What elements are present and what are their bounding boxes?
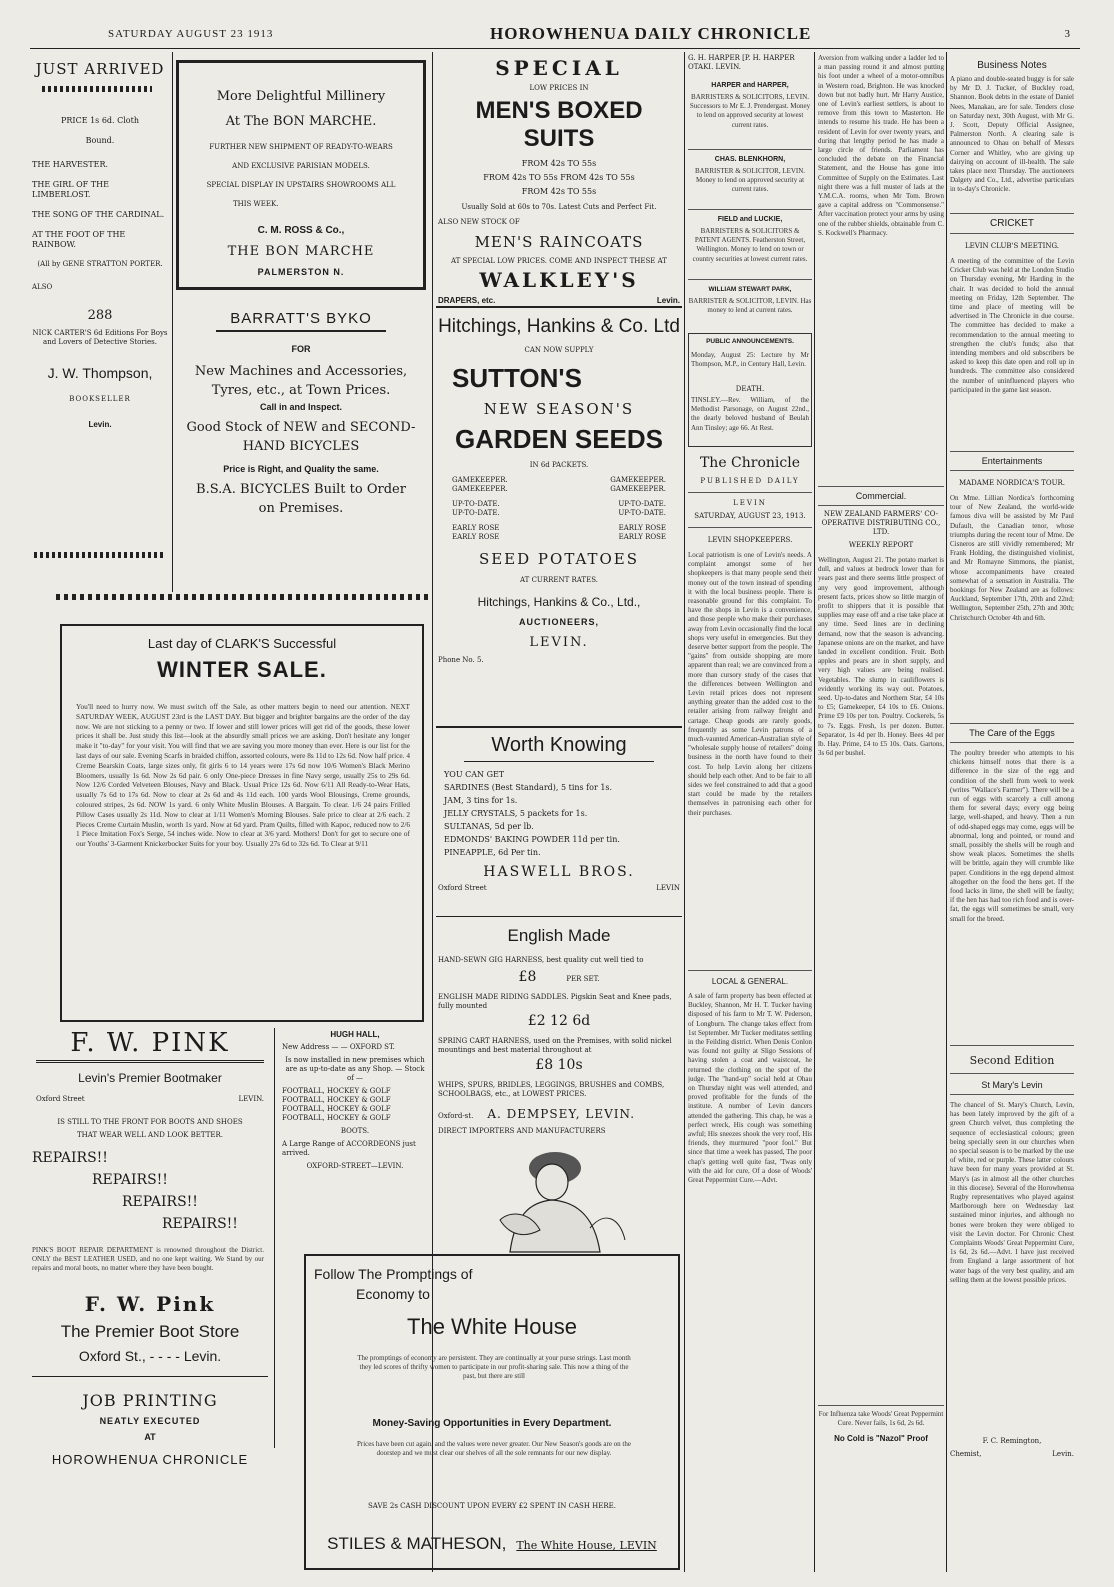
bon-shop: THE BON MARCHE [227, 244, 375, 259]
news-column [818, 54, 944, 1443]
bon-line: SPECIAL DISPLAY IN UPSTAIRS SHOWROOMS ALL [206, 181, 396, 189]
comm-farm: NEW ZEALAND FARMERS' CO-OPERATIVE DISTRIBUTING CO., LTD. [821, 510, 941, 536]
local-head: LOCAL & GENERAL. [711, 977, 789, 986]
white-big: The White House [407, 1314, 577, 1339]
english-made-ad [438, 922, 680, 1137]
barratt-line: HAND BICYCLES [242, 439, 360, 454]
worth-firm: HASWELL BROS. [483, 864, 635, 880]
white-body2: Prices have been cut again, and the values were never greater. Our New Season's goods are on the doorstep and we must clear our shelves of all the sole remnants for our new display. [357, 1440, 631, 1458]
hall-item: FOOTBALL, HOCKEY & GOLF [282, 1096, 391, 1104]
wavy-rule [42, 86, 152, 92]
section-rule [436, 916, 682, 917]
job-line: HOROWHENUA CHRONICLE [51, 1452, 249, 1467]
hall-item: FOOTBALL, HOCKEY & GOLF [282, 1114, 391, 1122]
hitch-town: LEVIN. [529, 635, 589, 650]
walkley-ad [438, 56, 680, 346]
col-divider [946, 52, 947, 1572]
seed-variety: EARLY ROSE [618, 533, 666, 541]
worth-item: EDMONDS' BAKING POWDER 11d per tin. [444, 835, 620, 844]
repairs-3: REPAIRS!! [122, 1194, 198, 1210]
seed-variety: EARLY ROSE [452, 533, 500, 541]
seed-variety: GAMEKEEPER. [610, 485, 666, 493]
barratt-line: Good Stock of NEW and SECOND- [186, 420, 416, 435]
book-title: AT THE FOOT OF THE RAINBOW. [32, 230, 126, 249]
ent-nordica: MADAME NORDICA'S TOUR. [958, 479, 1066, 487]
seller-role: BOOKSELLER [69, 395, 131, 403]
hitch-auc: AUCTIONEERS, [518, 617, 599, 627]
seed-variety: UP-TO-DATE. [452, 509, 500, 517]
col4-body: Aversion from walking under a ladder led to a man passing round it and almost putting his foot under a wheel of a motor-omnibus in Western road, Brighton. He was knocked down but not badly hurt. Mr Harry Austice, one of Levin's earliest settlers, is about to remove from this town to Masterton. He intends to resume his trade. He has been a resident of Levin for over twenty years, and during that lengthy period he has made a large circle of friends. Parliament has concluded the debate on the Financial Statement, and the House has gone into Committee of Supply on the Estimates. Last night there was a full muster of lads at the Y.M.C.A. rooms, when Mr Tom. Brown gave a capital address on "Commonsense." After vaccination protect your arms by using one of the rubber shields, obtainable from C. S. Kockwell's Pharmacy. [818, 54, 944, 237]
hitch-rates: AT CURRENT RATES. [520, 576, 598, 584]
bon-town: PALMERSTON N. [257, 267, 345, 277]
barratt-title: BARRATT'S BYKO [230, 310, 372, 327]
harper-top: G. H. HARPER [P. H. HARPER OTAKI. LEVIN. [688, 54, 795, 71]
pink-addr: Oxford St., - - - - Levin. [78, 1348, 222, 1364]
header-date: SATURDAY AUGUST 23 1913 [108, 28, 274, 40]
influenza-ad: For Influenza take Woods' Great Peppermint Cure. Never fails, 1s 6d, 2s 6d. [818, 1410, 944, 1428]
death-head: DEATH. [735, 385, 765, 393]
repairs-2: REPAIRS!! [92, 1172, 168, 1188]
worth-item: JAM, 3 tins for 1s. [444, 796, 518, 805]
pink-tag: Levin's Premier Bootmaker [78, 1071, 222, 1085]
barratt-line: New Machines and Accessories, [194, 364, 408, 379]
hitch-seeds: GARDEN SEEDS [454, 424, 664, 454]
clark-sale-ad [60, 624, 424, 1022]
barratt-line: on Premises. [258, 501, 344, 516]
harper-body: BARRISTERS & SOLICITORS, LEVIN. Successors to Mr E. J. Prendergast. Money to lend on approved security at lowest current rates. [689, 93, 811, 129]
hitch-firm: Hitchings, Hankins & Co., Ltd., [477, 595, 641, 609]
seed-variety: UP-TO-DATE. [618, 500, 666, 508]
right-column [950, 60, 1074, 1459]
hitch-phone: Phone No. 5. [438, 656, 484, 664]
clark-big: WINTER SALE. [157, 657, 327, 682]
white-house-ad [304, 1254, 680, 1570]
walkley-town: Levin. [656, 296, 680, 305]
job-line: AT [144, 1432, 156, 1442]
book-title: THE GIRL OF THE LIMBERLOST. [32, 180, 109, 199]
hugh-hall-ad [282, 1030, 428, 1170]
pink-street: Oxford Street [36, 1095, 85, 1103]
ent-body: On Mme. Lillian Nordica's forthcoming tour of New Zealand, the world-wide famous diva will be assisted by Mr Paul Dufault, the Canadian tenor, whose triumphs during the recent tour of Mme. De Cisneros are still vividly remembered; Mr Frank Holding, the distinguished violinist, and Mr Romayne Simmons, the pianist, whose accompaniments have created somewhat of a sensation in Australia. The bookings for New Zealand are as follows: Auckland, September 17th, 20th and 22nd; Wellington, September 25th, 27th and 30th; Christchurch October 4th and 6th. [950, 494, 1074, 622]
chron-pub: PUBLISHED DAILY [700, 477, 800, 485]
hall-foot: OXFORD-STREET—LEVIN. [306, 1162, 404, 1170]
pink-line: IS STILL TO THE FRONT FOR BOOTS AND SHOES [57, 1118, 243, 1126]
walkley-low: LOW PRICES IN [529, 84, 589, 92]
worth-title: Worth Knowing [491, 734, 627, 756]
barratt-line: Tyres, etc., at Town Prices. [211, 383, 391, 398]
english-price: £2 12 6d [527, 1013, 591, 1029]
walkley-special: SPECIAL [495, 56, 623, 80]
field-body: BARRISTERS & SOLICITORS & PATENT AGENTS. Featherston Street, Wellington. Money to lend on town or country securities at lowest current rates. [692, 227, 808, 263]
pink-logo: F. W. Pink [84, 1292, 216, 1316]
walkley-name: WALKLEY'S [479, 268, 639, 292]
shop-head: LEVIN SHOPKEEPERS. [707, 536, 793, 544]
barratt-line: Price is Right, and Quality the same. [223, 464, 379, 474]
biz-body: A piano and double-seated buggy is for sale by Mr D. J. Tucker, of Buckley road, Shannon. Book debts in the estate of Daniel Nees, Manakau, are for sale. Tenders close on Saturday next, 30th August, with Mr G. J. Scott, Deputy Official Assignee, Palmerston North. A clearing sale is announced to Ohau on behalf of Messrs Corner and Whitley, who are giving up dairying on account of ill-health. The sale takes place next Thursday. The auctioneers Dalgety and Co., Ltd., advertise particulars in to-day's Chronicle. [950, 75, 1074, 194]
cricket-head: CRICKET [990, 218, 1034, 229]
seed-variety: EARLY ROSE [452, 524, 500, 532]
walkley-price: FROM 42s TO 55s FROM 42s TO 55s [483, 173, 635, 182]
seed-variety: GAMEKEEPER. [452, 476, 508, 484]
death-body: TINSLEY.—Rev. William, of the Methodist Parsonage, on August 22nd., the dearly beloved husband of Beulah Ann Tinsley; age 66. At Rest. [691, 396, 809, 432]
seller-town: Levin. [88, 420, 112, 429]
pub-body: Monday, August 25: Lecture by Mr Thompson, M.P., in Century Hall, Levin. [691, 351, 809, 369]
white-opp: Money-Saving Opportunities in Every Department. [372, 1418, 612, 1429]
walkley-usual: Usually Sold at 60s to 70s. Latest Cuts and Perfect Fit. [461, 203, 657, 211]
hall-addr: New Address — — OXFORD ST. [282, 1043, 395, 1051]
cricket-body: A meeting of the committee of the Levin Cricket Club was held at the London Studio on Thursday evening, Mr Harding in the chair. It was decided to hold the annual meeting on Friday, 12th September. The time and place of meeting will be advertised in The Chronicle in due course. The committee has decided to make a recommendation to the annual meeting to strengthen the club's funds; also that intending members and old subscribers be asked to keep this date open and roll up in hundreds. The committee also considered the number of uninfluenced players who participated in the game last season. [950, 257, 1074, 394]
walkley-coats: MEN'S RAINCOATS [474, 233, 644, 251]
english-line: SPRING CART HARNESS, used on the Premises, with solid nickel mountings and best material throughout at [438, 1037, 672, 1054]
pink-town: LEVIN. [238, 1095, 264, 1103]
clark-title: Last day of CLARK'S Successful [147, 636, 337, 651]
chron-date: SATURDAY, AUGUST 23, 1913. [694, 512, 806, 520]
english-set: PER SET. [566, 975, 600, 983]
chron-levin: LEVIN [733, 499, 767, 507]
white-shop: The White House, LEVIN [516, 1539, 657, 1552]
masthead [60, 22, 1070, 46]
pub-head: PUBLIC ANNOUNCEMENTS. [706, 338, 794, 345]
header-title: HOROWHENUA DAILY CHRONICLE [490, 24, 812, 43]
job-line: JOB PRINTING [82, 1391, 218, 1410]
sign-chemist: Chemist, [950, 1450, 982, 1458]
pink-store: The Premier Boot Store [60, 1322, 240, 1341]
book-binding: Bound. [85, 136, 115, 145]
eggs-head: The Care of the Eggs [969, 728, 1055, 738]
hitch-season: NEW SEASON'S [483, 400, 635, 418]
pink-line: THAT WEAR WELL AND LOOK BETTER. [77, 1131, 223, 1139]
walkley-drapers: DRAPERS, etc. [438, 296, 496, 305]
pink-name: F. W. PINK [70, 1028, 230, 1058]
legal-column [688, 54, 812, 1412]
bon-marche-ad [176, 60, 426, 290]
mary-body: The chancel of St. Mary's Church, Levin, has been lately improved by the gift of a green Church velvet, thus completing the sequence of ecclesiastical colours; green being specially seen in our churches when no special season is to be marked by the use of white, red or purple. These latter colours have been for many years provided at St. Mary's (as in almost all the other churches in this diocese). Several of the Horowhenua Rugby representatives who played against Marlborough here on Wednesday last sustained minor injuries, and although no bones were broken they were obliged to visit the Levin doctor. For Chronic Chest Complaints Woods' Great Peppermint Cure, 1s 6d, 2s 6d.—Advt. I have just received from England a large assortment of hot water bags of the very best quality, and am selling them at the lowest possible prices. [950, 1101, 1074, 1284]
worth-knowing-ad [438, 734, 680, 909]
worth-item: SARDINES (Best Standard), 5 tins for 1s. [444, 783, 613, 792]
worth-item: JELLY CRYSTALS, 5 packets for 1s. [444, 809, 588, 818]
bon-title-2: At The BON MARCHE. [225, 114, 377, 129]
english-title: English Made [507, 926, 611, 945]
local-body: A sale of farm property has been effected at Buckley, Shannon, Mr H. T. Tucker having disposed of his farm to Mr T. W. Pederson, of Longburn. The change takes effect from 1st September. Mr Tucker meditates settling in the Feilding district. When Denis Conlon was found not guilty at Sligo Sessions of having stolen a coat and waistcoat, he returned the clothing on the spot of the judge. The "hand-up" social held at Ohau on Thursday night was well attended, and proved profitable for the funds of the institute. A number of Levin dancers attended the gathering. This chap, he was a perfect wreck, His cough was something awful; His sneezes shook the very roof, His friends, they murmured "poor fool." But since that time a week has passed, The poor chap's getting well quite fast, 'Twas only with the aid for cure, Of a dose of Woods' Great Peppermint Cure.—Advt. [688, 992, 812, 1185]
sign-name: F. C. Remington, [982, 1437, 1042, 1445]
hitchings-ad [438, 316, 680, 716]
illus-face [536, 1164, 568, 1200]
worth-street: Oxford Street [438, 884, 487, 892]
white-t1: Follow The Promptings of [314, 1266, 473, 1282]
hall-body: Is now installed in new premises which are as up-to-date as any Shop. — Stock of — [285, 1056, 425, 1082]
seed-variety: GAMEKEEPER. [452, 485, 508, 493]
just-arrived-ad [32, 60, 168, 429]
english-line: ENGLISH MADE RIDING SADDLES. Pigskin Seat and Knee pads, fully mounted [438, 993, 672, 1010]
english-line: WHIPS, SPURS, BRIDLES, LEGGINGS, BRUSHES and COMBS, SCHOOLBAGS, etc., at LOWEST PRICES. [438, 1081, 665, 1098]
walkley-suits: MEN'S BOXED SUITS [475, 97, 643, 152]
hitch-name: Hitchings, Hankins & Co. Ltd [438, 316, 680, 337]
col-divider [274, 1028, 275, 1448]
book-price: PRICE 1s 6d. Cloth [61, 116, 139, 125]
mary-head: St Mary's Levin [981, 1080, 1043, 1090]
hall-name: HUGH HALL, [330, 1030, 380, 1039]
english-firm: A. DEMPSEY, LEVIN. [487, 1107, 636, 1121]
just-arrived-title: JUST ARRIVED [35, 60, 165, 78]
section-rule [436, 306, 682, 308]
header-page: 3 [1064, 28, 1070, 40]
hall-boots: BOOTS. [340, 1127, 370, 1135]
book-title: THE SONG OF THE CARDINAL. [32, 210, 165, 219]
blenk-name: CHAS. BLENKHORN, [714, 156, 786, 163]
worth-item: SULTANAS, 5d per lb. [444, 822, 534, 831]
seed-variety: GAMEKEEPER. [610, 476, 666, 484]
park-body: BARRISTER & SOLICITOR, LEVIN. Has money to lend at current rates. [688, 297, 812, 315]
barratt-for: FOR [291, 344, 311, 354]
pink-ad [32, 1028, 268, 1568]
seed-variety: UP-TO-DATE. [452, 500, 500, 508]
hitch-sutton: SUTTON'S [452, 363, 582, 393]
book-author: (All by GENE STRATTON PORTER. [37, 260, 163, 268]
english-price: £8 [518, 969, 537, 985]
clark-body: You'll need to hurry now. We must switch off the Sale, as other matters begin to need our attention. NEXT SATURDAY WEEK, AUGUST 23rd is the LAST DAY. But bigger and brighter bargains are the order of the day now. We are not sticking to a penny or two. If lower and still lower prices will get rid of the goods, these lower prices it shall be. Just study this list—look at the absurdly small prices we are asking. Don't hesitate any longer make it "to-day" for your visit. You will find that we are saving you more money than ever. Here is our list for the last days of our sale. Evening Scarfs in braided chiffon, assorted colours, were 8s 11d to 12s 6d. Now half price. 4 Creme Bearskin Coats, large sizes only, fit girls 6 to 14 years were 17s 6d now 10/6 Women's Black Merino Bloomers, usually 1s 6d. Now 2s 6d pair. 6 only One-piece Dresses in fine Navy serge, usually 25s to 29s 6d. Now 12/6 Corded Velveteen Blouses, Navy and Black. Usual Price 12s 6d. Now 6/11 All Ready-to-Wear Hats, usually 7s 6d to 17s 6d. Now to clear at 2s 6d and 4s 11d each. 100 yards Wool Blousings, Creme grounds, coloured stripes, 2s 6d. NOW 1s yard. 6 only White Muslin Blouses. A Bargain. To clear. 1/6 24 pairs Frilled Pillow Cases usually 2s 11d. Now to clear at 1/11 Women's Morning Blouses. Sale price to clear at 2/6 each. 2 Pieces Creme Curtain Muslin, worth 1s yard. Now at 6d yard. Pram Quilts, filled with Kapoc, reduced now to 2/6 1 Piece Imitation Fox's Serge, 54 inches wide. Now to clear at 3/6 yard. Mothers! Don't for get to secure one of our Youths' 3-Garment Knickerbocker Suits for your boy. Usually 27s 6d to 32s 6d. To Clear at 9/11 [76, 702, 410, 849]
job-line: NEATLY EXECUTED [99, 1416, 201, 1426]
white-body: The promptings of economy are persistent. They are continually at your purse strings. Last month they led scores of thrifty women to participate in our profit-sharing sale. This now a thing of the past, but there are still [357, 1354, 631, 1381]
second-edition: Second Edition [969, 1054, 1055, 1067]
walkley-price: FROM 42s TO 55s [521, 187, 597, 196]
barratt-ad [176, 304, 426, 574]
nick-count: 288 [87, 308, 113, 323]
chron-title: The Chronicle [699, 455, 801, 471]
english-foot: DIRECT IMPORTERS AND MANUFACTURERS [438, 1127, 606, 1135]
hitch-pot: SEED POTATOES [478, 550, 640, 568]
book-title: THE HARVESTER. [32, 160, 109, 169]
sign-town: Levin. [1052, 1450, 1074, 1458]
bon-line: AND EXCLUSIVE PARISIAN MODELS. [232, 162, 370, 170]
col-divider [814, 52, 815, 1572]
english-street: Oxford-st. [438, 1112, 474, 1120]
blenk-body: BARRISTER & SOLICITOR, LEVIN. Money to lend on approved security at current rates. [694, 167, 806, 194]
hall-item: FOOTBALL, HOCKEY & GOLF [282, 1087, 391, 1095]
white-firm: STILES & MATHESON, [327, 1534, 507, 1553]
walkley-also: ALSO NEW STOCK OF [438, 218, 520, 226]
white-save: SAVE 2s CASH DISCOUNT UPON EVERY £2 SPENT IN CASH HERE. [368, 1502, 616, 1510]
harper-name: HARPER and HARPER, [711, 82, 789, 89]
ent-head: Entertainments [981, 456, 1043, 466]
repairs-4: REPAIRS!! [162, 1216, 238, 1232]
repairs-1: REPAIRS!! [32, 1150, 108, 1166]
pink-dept: PINK'S BOOT REPAIR DEPARTMENT is renowned throughout the District. ONLY the BEST LEATHER USED, and no one kept waiting. We Stand by our repairs and moral boots, no matter where they have been bought. [32, 1246, 264, 1273]
comm-weekly: WEEKLY REPORT [848, 541, 914, 549]
seller-name: J. W. Thompson, [47, 365, 153, 381]
comm-head: Commercial. [855, 491, 907, 501]
walkley-price: FROM 42s TO 55s [521, 159, 597, 168]
worth-town: LEVIN [656, 884, 680, 892]
seed-variety: UP-TO-DATE. [618, 509, 666, 517]
english-line: HAND-SEWN GIG HARNESS, best quality cut well tied to [438, 956, 644, 964]
nick-carter-line: NICK CARTER'S 6d Editions For Boys and Lovers of Detective Stories. [32, 329, 168, 346]
white-t2: Economy to [356, 1286, 430, 1302]
lady-illustration [470, 1140, 640, 1255]
seed-variety: EARLY ROSE [618, 524, 666, 532]
walkley-at: AT SPECIAL LOW PRICES. COME AND INSPECT THESE AT [451, 257, 667, 265]
hitch-supply: CAN NOW SUPPLY [524, 346, 594, 354]
barratt-line: B.S.A. BICYCLES Built to Order [196, 482, 406, 497]
col-divider [172, 52, 173, 592]
bon-line: THIS WEEK. [233, 200, 279, 208]
hall-item: FOOTBALL, HOCKEY & GOLF [282, 1105, 391, 1113]
header-rule [30, 48, 1080, 49]
shop-body: Local patriotism is one of Levin's needs. A complaint amongst some of her shopkeepers is that many people send their money out of the town instead of spending it with the local business people. There is reasonable ground for this complaint. To have the shops in Levin is a convenience, and those people who make their purchases away from Levin occasionally find the local shops very useful in emergencies. But they deserve better support from the people. The "gains" from outside shopping are more apparent than real; we are convinced from a more than cursory study of the cases that the differences between Wellington and Levin retail prices does not represent anything greater than the added cost to the retailer arising from railway freight and cartage. Cheap goods are rarely goods, frequently as some Levin patrons of a much-vaunted American-Australian style of "wholesale supply house of retailers" doing business in the north have found to their cost. To help Levin along her citizens should help each other. And to be fair to all sides we feel constrained to add that a good start could be made by the retailers themselves in patronising each other for their purchases. [688, 551, 812, 817]
section-rule [436, 726, 682, 728]
biz-head: Business Notes [977, 60, 1047, 71]
also-label: ALSO [32, 283, 53, 291]
hitch-pkts: IN 6d PACKETS. [529, 461, 589, 469]
bon-line: FURTHER NEW SHIPMENT OF READY-TO-WEARS [209, 143, 393, 151]
wavy-rule [34, 552, 164, 558]
eggs-body: The poultry breeder who attempts to his chickens himself notes that there is a difference in the size of the egg and condition of the shell from week to week (writes "Wallace's Farmer"). There will be a run of eggs with scarcely a cull among them for several days; every egg being large, well-shaped, and heavy. Then a run of odd-shaped eggs may come, eggs will be abnormal, long and pointed, or round and small, possibly the shells will be rough and show weak places. Sometimes the shells will be brittle, again they will crumble like paper. Conditions in the egg depend almost altogether on the food the hens get. If the food lacks in lime, the shell will be faulty; if the hen has had too rich food and is over-fat, the eggs will sometimes be small, very small for the breed. [950, 749, 1074, 923]
english-price: £8 10s [535, 1057, 583, 1073]
barratt-line: Call in and Inspect. [259, 402, 342, 412]
comm-body: Wellington, August 21. The potato market is dull, and values at bedrock lower than for years past and there seems little prospect of any very good improvement, although present facts, prices show so little margin of profit to shippers that it is possible that supplies may ease off and a rise take place at any time. Seed lines are in declining demand, now that the season is advancing. Japanese onions are on the market, and have landed in excellent condition. Fruit. Both apples and pears are in short supply, and very high values are being realised. Vegetables. The slump in cauliflowers is evidently working its way out. Potatoes, seed. Up-to-dates and Northern Star, £4 10s to £5; Gamekeeper, £4 10s to £6. Onions. Prime £9 10s per ton. Poultry. Cockerels, 5s to 7s. Eggs. Fresh, 1s per dozen. Butter. Separator, 1s 4d per lb. Honey. Bees 4d per lb. Hay. Prime, £4 to £5 10s. Oats. Gartons, 3s 6d per bushel. [818, 556, 944, 758]
col-divider [684, 52, 685, 1572]
bon-firm: C. M. ROSS & Co., [257, 225, 345, 236]
zigzag-rule [56, 594, 428, 600]
worth-item: PINEAPPLE, 6d Per tin. [444, 848, 541, 857]
nazol-ad: No Cold is "Nazol" Proof [834, 1434, 928, 1443]
cricket-club: LEVIN CLUB'S MEETING. [964, 242, 1060, 250]
hall-acc: A Large Range of ACCORDEONS just arrived. [282, 1140, 416, 1157]
bon-title-1: More Delightful Millinery [216, 89, 386, 104]
park-name: WILLIAM STEWART PARK, [708, 286, 792, 293]
worth-item: YOU CAN GET [444, 770, 505, 779]
field-name: FIELD and LUCKIE, [717, 216, 783, 223]
